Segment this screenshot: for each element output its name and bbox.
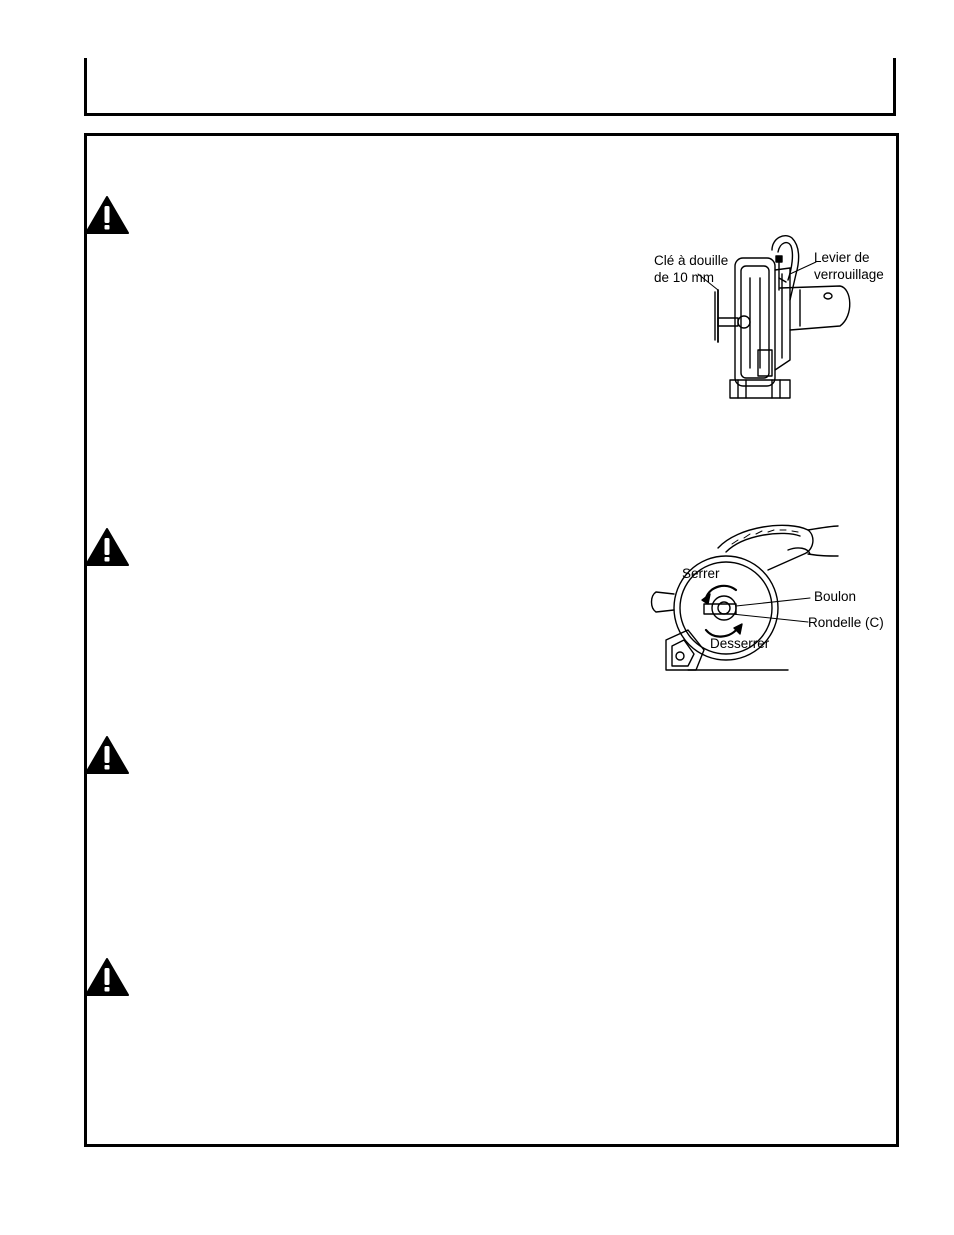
- warning-triangle-icon: [84, 735, 130, 775]
- lock-lever-label-line1: Levier de: [814, 250, 870, 265]
- loosen-label: Desserrer: [710, 636, 770, 651]
- tighten-label: Serrer: [682, 566, 720, 581]
- wrench-label-line1: Clé à douille: [654, 253, 729, 268]
- washer-label: Rondelle (C): [808, 615, 884, 630]
- wrench-label-line2: de 10 mm: [654, 270, 715, 285]
- bolt-label: Boulon: [814, 589, 857, 604]
- page-header-box: [84, 58, 896, 116]
- warning-triangle-icon: [84, 957, 130, 997]
- lock-lever-label-line2: verrouillage: [814, 267, 884, 282]
- warning-triangle-icon: [84, 195, 130, 235]
- warning-triangle-icon: [84, 527, 130, 567]
